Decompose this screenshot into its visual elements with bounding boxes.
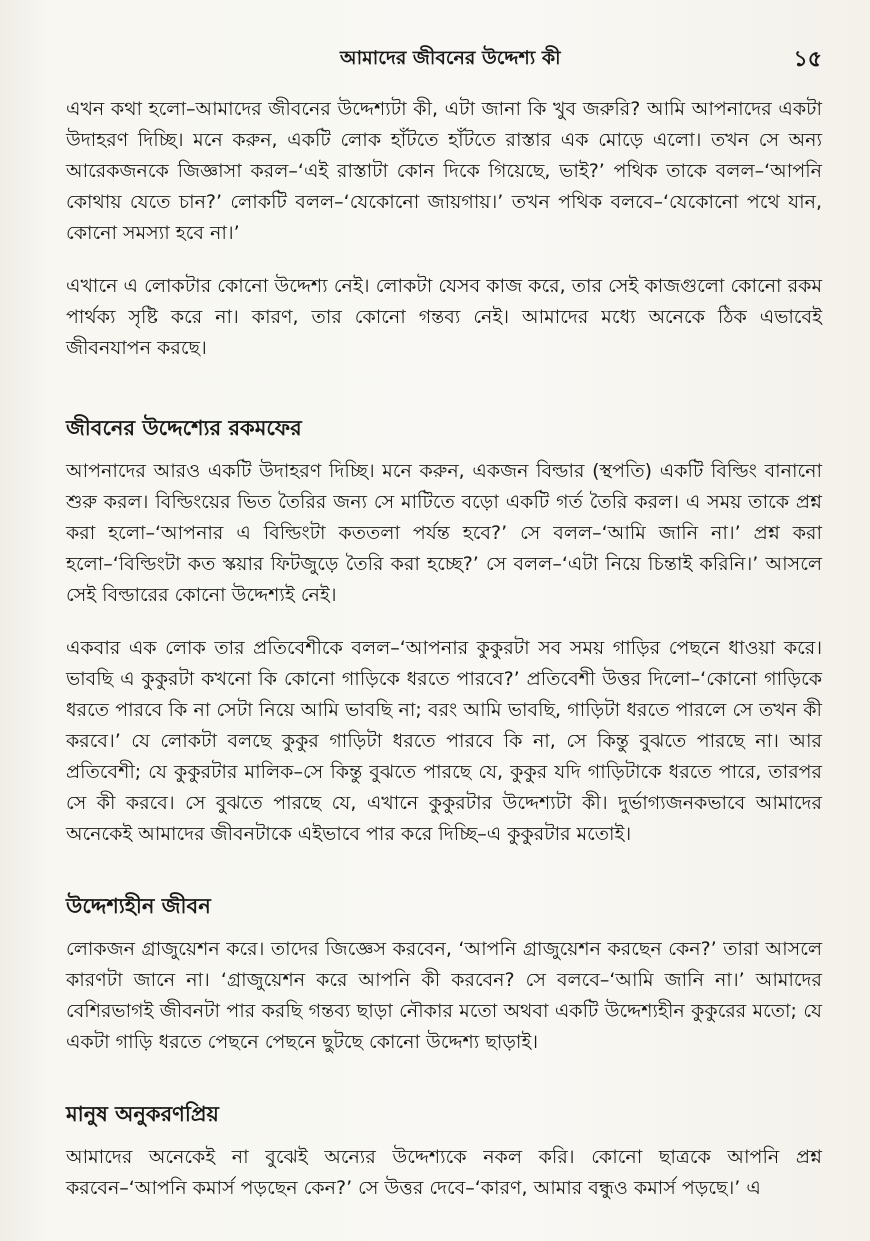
- section-heading-purposeless-life: উদ্দেশ্যহীন জীবন: [66, 894, 211, 918]
- running-header: [0, 38, 870, 78]
- page-body: [66, 94, 822, 1226]
- section-heading-purpose-types: জীবনের উদ্দেশ্যের রকমফের: [66, 416, 302, 440]
- paragraph-2: এখানে এ লোকটার কোনো উদ্দেশ্য নেই। লোকটা যেসব কাজ করে, তার সেই কাজগুলো কোনো রকম পার্থক্য সৃষ্টি করে না। কারণ, তার কোনো গন্তব্য নেই। আমাদের মধ্যে অনেকে ঠিক এভাবেই জীবনযাপন করছে।: [66, 275, 822, 359]
- page-number: ১৫: [793, 47, 822, 72]
- paragraph-3: আপনাদের আরও একটি উদাহরণ দিচ্ছি। মনে করুন, একজন বিল্ডার (স্থপতি) একটি বিল্ডিং বানানো শুরু করল। বিল্ডিংয়ের ভিত তৈরির জন্য সে মাটিতে বড়ো একটি গর্ত তৈরি করল। এ সময় তাকে প্রশ্ন করা হলো–‘আপনার এ বিল্ডিংটা কততলা পর্যন্ত হবে?’ সে বলল–‘আমি জানি না।’ প্রশ্ন করা হলো–‘বিল্ডিংটা কত স্কয়ার ফিটজুড়ে তৈরি করা হচ্ছে?’ সে বলল–‘এটা নিয়ে চিন্তাই করিনি।’ আসলে সেই বিল্ডারের কোনো উদ্দেশ্যই নেই।: [66, 460, 822, 606]
- paragraph-6: আমাদের অনেকেই না বুঝেই অন্যের উদ্দেশ্যকে নকল করি। কোনো ছাত্রকে আপনি প্রশ্ন করবেন–‘আপনি কমার্স পড়ছেন কেন?’ সে উত্তর দেবে–‘কারণ, আমার বন্ধুও কমার্স পড়ছে।’ এ: [66, 1146, 822, 1199]
- paragraph-1: এখন কথা হলো–আমাদের জীবনের উদ্দেশ্যটা কী, এটা জানা কি খুব জরুরি? আমি আপনাদের একটা উদাহরণ দিচ্ছি। মনে করুন, একটি লোক হাঁটতে হাঁটতে রাস্তার এক মোড়ে এলো। তখন সে অন্য আরেকজনকে জিজ্ঞাসা করল–‘এই রাস্তাটা কোন দিকে গিয়েছে, ভাই?’ পথিক তাকে বলল–‘আপনি কোথায় যেতে চান?’ লোকটি বলল–‘যেকোনো জায়গায়।’ তখন পথিক বলবে–‘যেকোনো পথে যান, কোনো সমস্যা হবে না।’: [66, 98, 822, 244]
- paragraph-4: একবার এক লোক তার প্রতিবেশীকে বলল–‘আপনার কুকুরটা সব সময় গাড়ির পেছনে ধাওয়া করে। ভাবছি এ কুকুরটা কখনো কি কোনো গাড়িকে ধরতে পারবে?’ প্রতিবেশী উত্তর দিলো–‘কোনো গাড়িকে ধরতে পারবে কি না সেটা নিয়ে আমি ভাবছি না; বরং আমি ভাবছি, গাড়িটা ধরতে পারলে সে তখন কী করবে।’ যে লোকটা বলছে কুকুর গাড়িটা ধরতে পারবে কি না, সে কিন্তু বুঝতে পারছে না। আর প্রতিবেশী; যে কুকুরটার মালিক–সে কিন্তু বুঝতে পারছে যে, কুকুর যদি গাড়িটাকে ধরতে পারে, তারপর সে কী করবে। সে বুঝতে পারছে যে, এখানে কুকুরটার উদ্দেশ্যটা কী। দুর্ভাগ্যজনকভাবে আমাদের অনেকেই আমাদের জীবনটাকে এইভাবে পার করে দিচ্ছি–এ কুকুরটার মতোই।: [66, 637, 822, 845]
- running-title: আমাদের জীবনের উদ্দেশ্য কী: [340, 47, 561, 69]
- paragraph-5: লোকজন গ্রাজুয়েশন করে। তাদের জিজ্ঞেস করবেন, ‘আপনি গ্রাজুয়েশন করছেন কেন?’ তারা আসলে কারণটা জানে না। ‘গ্রাজুয়েশন করে আপনি কী করবেন? সে বলবে–‘আমি জানি না।’ আমাদের বেশিরভাগই জীবনটা পার করছি গন্তব্য ছাড়া নৌকার মতো অথবা একটি উদ্দেশ্যহীন কুকুরের মতো; যে একটা গাড়ি ধরতে পেছনে পেছনে ছুটছে কোনো উদ্দেশ্য ছাড়াই।: [66, 938, 822, 1053]
- section-heading-imitation: মানুষ অনুকরণপ্রিয়: [66, 1102, 219, 1126]
